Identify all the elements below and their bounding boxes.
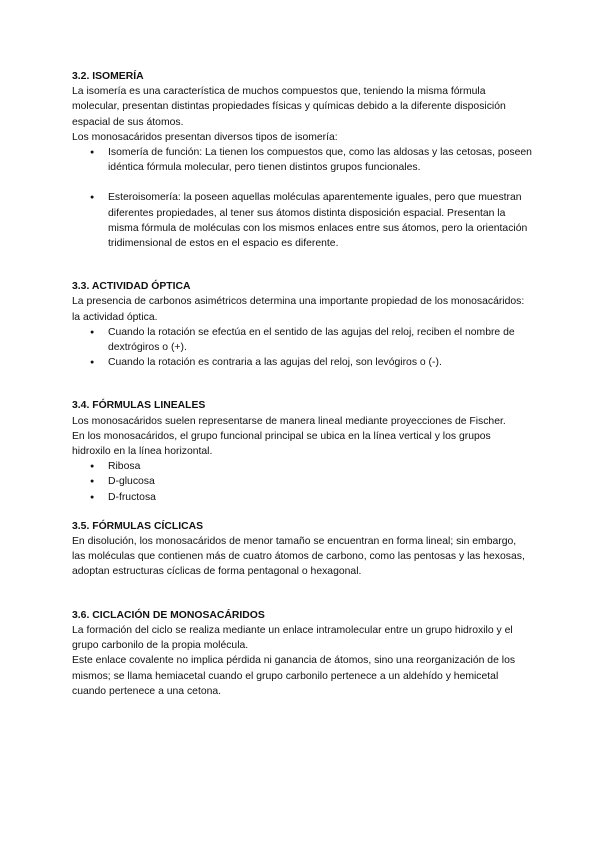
list-item: ● Esteroisomería: la poseen aquellas moléculas aparentemente iguales, pero que muestran diferentes propiedades, al tener sus átomos distinta disposición espacial. Presentan la misma fórmula de moléculas con los mismos enlaces entre sus átomos, pero la orientación tridimensional de estos en el espacio es diferente. (108, 190, 532, 251)
bullet-list (72, 145, 532, 251)
list-item: ● D-fructosa (108, 490, 532, 505)
paragraph: Este enlace covalente no implica pérdida ni ganancia de átomos, sino una reorganización de los mismos; se llama hemiacetal cuando el grupo carbonilo pertenece a un aldehído y hemicetal cuando pertenece a una cetona. (72, 655, 516, 697)
section-heading: 3.6. CICLACIÓN DE MONOSACÁRIDOS (72, 609, 265, 621)
paragraph: Los monosacáridos presentan diversos tipos de isomería: (72, 131, 338, 143)
section-heading: 3.5. FÓRMULAS CÍCLICAS (72, 520, 204, 532)
section-actividad-optica (72, 279, 532, 370)
paragraph: La formación del ciclo se realiza mediante un enlace intramolecular entre un grupo hidroxilo y el grupo carbonilo de la propia molécula. (72, 624, 513, 652)
bullet-list (72, 459, 532, 505)
section-ciclacion (72, 608, 532, 699)
list-item: ● Isomería de función: La tienen los compuestos que, como las aldosas y las cetosas, poseen idéntica fórmula molecular, pero tienen distintos grupos funcionales. (108, 145, 532, 175)
section-heading: 3.2. ISOMERÍA (72, 71, 144, 82)
list-item: ● D-glucosa (108, 474, 532, 489)
paragraph: La isomería es una característica de muchos compuestos que, teniendo la misma fórmula molecular, presentan distintas propiedades físicas y químicas debido a la diferente disposición espacial de sus átomos. (72, 86, 506, 128)
list-item: ● Ribosa (108, 459, 532, 474)
paragraph: La presencia de carbonos asimétricos determina una importante propiedad de los monosacáridos: la actividad óptica. (72, 296, 525, 323)
paragraph: En disolución, los monosacáridos de menor tamaño se encuentran en forma lineal; sin embargo, las moléculas que contienen más de cuatro átomos de carbono, como las pentosas y las hexosas, adoptan estructuras cíclicas de forma pentagonal o hexagonal. (72, 536, 525, 578)
document-page (72, 69, 532, 699)
list-item: ● Cuando la rotación se efectúa en el sentido de las agujas del reloj, reciben el nombre de dextrógiros o (+). (108, 325, 532, 355)
section-formulas-ciclicas (72, 519, 532, 580)
section-heading: 3.3. ACTIVIDAD ÓPTICA (72, 281, 191, 293)
paragraph: Los monosacáridos suelen representarse de manera lineal mediante proyecciones de Fischer. (72, 415, 506, 427)
list-item: ● Cuando la rotación es contraria a las agujas del reloj, son levógiros o (-). (108, 355, 532, 370)
bullet-list (72, 325, 532, 371)
paragraph: En los monosacáridos, el grupo funcional principal se ubica en la línea vertical y los grupos hidroxilo en la línea horizontal. (72, 430, 491, 458)
section-heading: 3.4. FÓRMULAS LINEALES (72, 400, 206, 412)
section-isomeria (72, 69, 532, 251)
section-formulas-lineales (72, 398, 532, 504)
